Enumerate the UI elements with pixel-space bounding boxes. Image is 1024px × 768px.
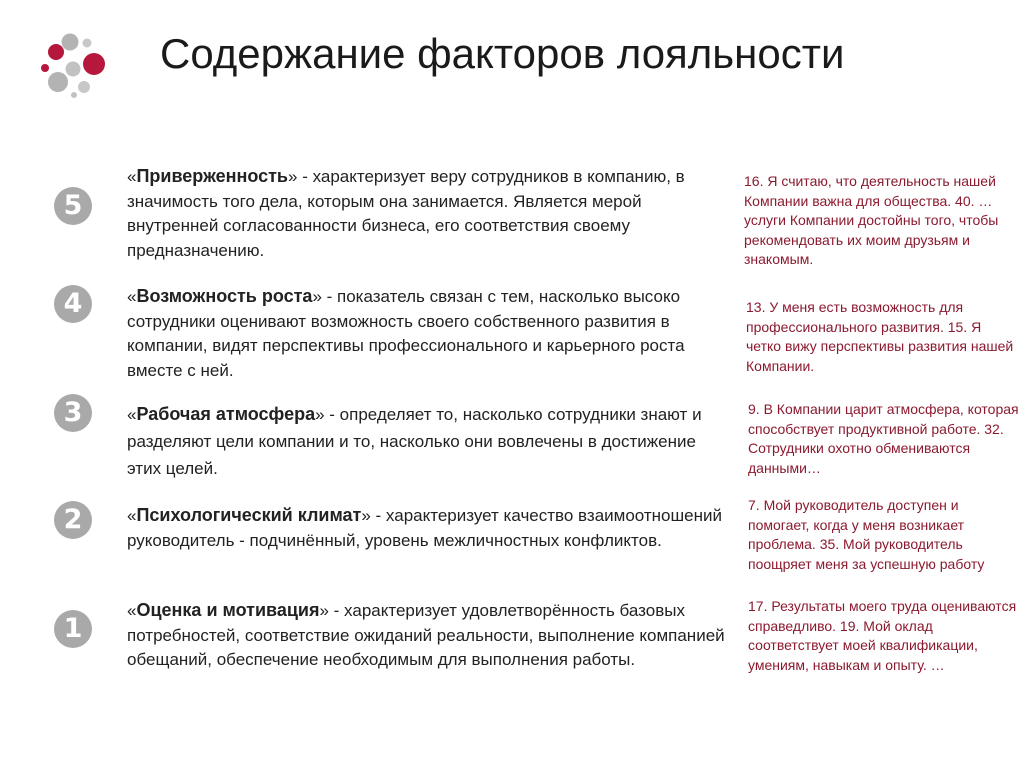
factor-number-badge: 3 [54, 394, 92, 432]
factor-description: - характеризует веру сотрудников в компанию, в значимость того дела, которым она занимается. Является мерой внутренней согласованности бизнеса, его соответствия своему предназначению. [127, 167, 685, 260]
factor-atmosphere [127, 401, 727, 482]
survey-item: 9. В Компании царит атмосфера, которая способствует продуктивной работе. 32. Сотрудники охотно обмениваются данными… [748, 401, 1019, 476]
factor-description: - характеризует качество взаимоотношений руководитель - подчинённый, уровень межличностных конфликтов. [127, 506, 722, 550]
page-title: Содержание факторов лояльности [160, 30, 845, 77]
factor-growth [127, 284, 727, 383]
factor-description: - характеризует удовлетворённость базовых потребностей, соответствие ожиданий реальности, выполнение компанией обещаний, обеспечение необходимым для выполнения работы. [127, 601, 725, 669]
factor-climate [127, 503, 727, 553]
survey-item: 7. Мой руководитель доступен и помогает, когда у меня возникает проблема. 35. Мой руководитель поощряет меня за успешную работу [748, 497, 985, 572]
close-quote: » [312, 287, 322, 306]
close-quote: » [288, 167, 298, 186]
close-quote: » [319, 601, 329, 620]
close-quote: » [315, 405, 325, 424]
factor-description: - определяет то, насколько сотрудники знают и разделяют цели компании и то, насколько они вовлечены в достижение этих целей. [127, 405, 702, 478]
factor-name: Приверженность [136, 166, 288, 186]
open-quote: « [127, 405, 137, 424]
survey-item: 13. У меня есть возможность для профессионального развития. 15. Я четко вижу перспективы развития нашей Компании. [746, 299, 1014, 374]
factor-number-badge: 2 [54, 501, 92, 539]
survey-item: 17. Результаты моего труда оцениваются справедливо. 19. Мой оклад соответствует моей квалификации, умениям, навыкам и опыту. … [748, 598, 1017, 673]
factor-number-badge: 1 [54, 610, 92, 648]
factor-name: Возможность роста [136, 286, 313, 306]
open-quote: « [127, 506, 137, 525]
survey-item: 16. Я считаю, что деятельность нашей Компании важна для общества. 40. … услуги Компании достойны того, чтобы рекомендовать их моим друзьям и знакомым. [744, 173, 999, 267]
open-quote: « [127, 601, 137, 620]
factor-evaluation [127, 598, 727, 673]
factor-name: Психологический климат [136, 505, 362, 525]
factor-name: Оценка и мотивация [136, 600, 320, 620]
open-quote: « [127, 167, 137, 186]
factor-description: - показатель связан с тем, насколько высоко сотрудники оценивают возможность своего собственного развития в компании, видят перспективы профессионального и карьерного роста вместе с ней. [127, 287, 685, 380]
factor-commitment [127, 164, 727, 263]
logo [36, 32, 112, 98]
factor-number-badge: 5 [54, 187, 92, 225]
close-quote: » [361, 506, 371, 525]
factor-number-badge: 4 [54, 285, 92, 323]
factor-name: Рабочая атмосфера [136, 404, 316, 424]
open-quote: « [127, 287, 137, 306]
